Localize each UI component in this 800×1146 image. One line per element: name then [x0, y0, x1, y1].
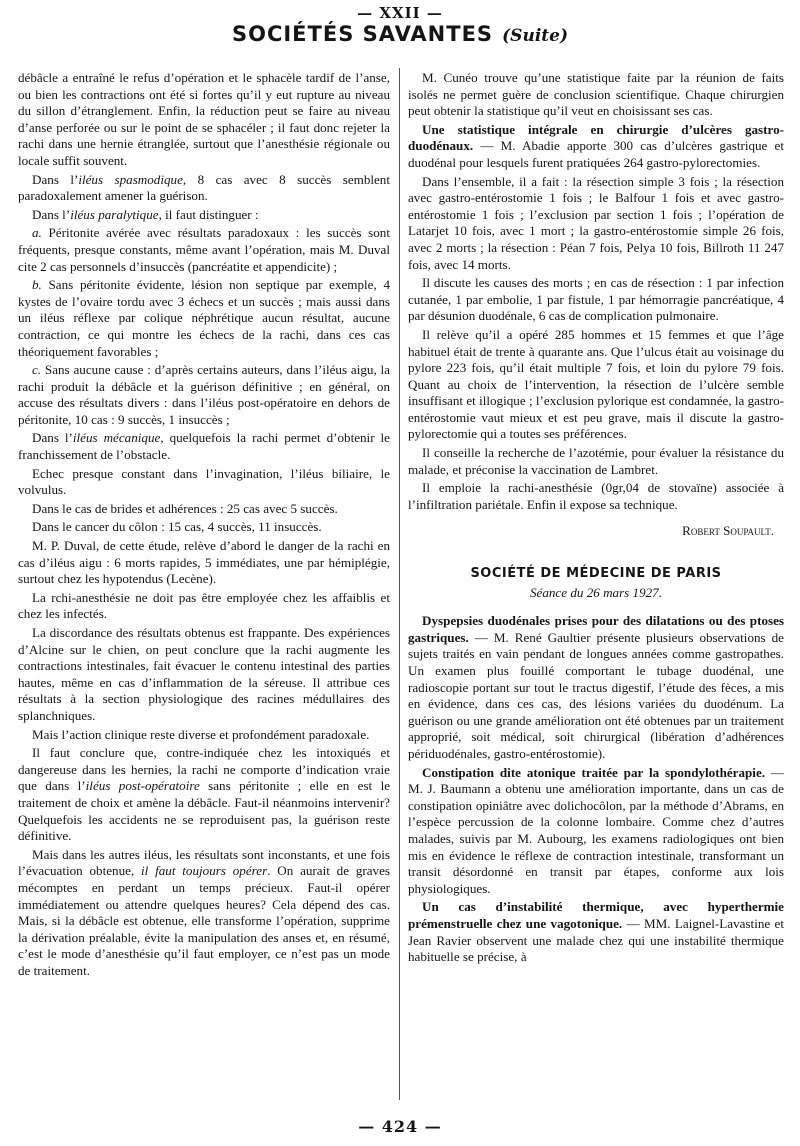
- paragraph: Il emploie la rachi-anesthésie (0gr,04 de stovaïne) associée à l’infiltration pariétale. Enfin il expose sa technique.: [408, 480, 784, 512]
- article-title: Constipation dite atonique traitée par la spondylothérapie.: [422, 764, 766, 780]
- running-header: [0, 22, 800, 46]
- right-column: [408, 70, 784, 968]
- paragraph: Dans le cas de brides et adhérences : 25 cas avec 5 succès.: [32, 500, 338, 516]
- section-heading: SOCIÉTÉ DE MÉDECINE DE PARIS: [470, 566, 722, 582]
- article-title: Dyspepsies duodénales prises pour des dilatations ou des ptoses gastriques.: [408, 613, 784, 645]
- column-divider: [399, 68, 400, 1100]
- paragraph: Un cas d’instabilité thermique, avec hyperthermie prémenstruelle chez une vagotonique. — MM. Laignel-Lavastine et Jean Ravier observent une malade chez qui une instabilité thermique habituelle se précise, à: [408, 899, 784, 965]
- paragraph: b. Sans péritonite évidente, lésion non septique par exemple, 4 kystes de l’ovaire tordu avec 3 échecs et un succès ; mais aussi dans un iléus réflexe par colique néphrétique aucun résultat, aucune contraction, ce qui montre les échecs de la rachi, dans ces cas théoriquement favorables ;: [18, 277, 390, 359]
- paragraph: Il discute les causes des morts ; en cas de résection : 1 par infection cutanée, 1 par embolie, 1 par fistule, 1 par hémorragie pancréatique, 4 par désunion duodénale, 6 cas de complication pulmonaire.: [408, 275, 784, 324]
- paragraph: Mais dans les autres iléus, les résultats sont inconstants, et une fois l’évacuation obtenue, il faut toujours opérer. On aurait de graves mécomptes en perdant un temps précieux. Faut-il opérer immédiatement ou attendre quelques heures? Cela dépend des cas. Mais, si la débâcle est obtenue, elle transforme l’opération, supprime la dérivation préalable, évite la manipulation des anses et, en résumé, c’est le mode d’anesthésie qu’il faut employer, ce n’est pas un mode de traitement.: [18, 846, 391, 978]
- paragraph: Dans le cancer du côlon : 15 cas, 4 succès, 11 insuccès.: [32, 519, 322, 535]
- paragraph: a. Péritonite avérée avec résultats paradoxaux : les succès sont fréquents, presque constants, même avant l’opération, mais M. Duval cite 2 cas personnels d’insuccès (pancréatite et appendicite) ;: [18, 225, 390, 274]
- roman-folio: — XXII —: [357, 4, 443, 22]
- paragraph: Il conseille la recherche de l’azotémie, pour évaluer la résistance du malade, et préconise la vaccination de Lambret.: [408, 445, 784, 477]
- paragraph: Dans l’iléus spasmodique, 8 cas avec 8 succès semblent paradoxalement amener la guérison.: [18, 171, 390, 204]
- paragraph: c. Sans aucune cause : d’après certains auteurs, dans l’iléus aigu, la rachi produit la débâcle et la guérison définitive ; en général, on accuse des résultats divers : dans l’iléus post-opératoire en dehors de péritonite, 10 cas : 9 succès, 1 insuccès ;: [18, 362, 390, 427]
- paragraph: La discordance des résultats obtenus est frappante. Des expériences d’Alcine sur le chien, on peut conclure que la rachi augmente les contractions intestinales, fait évacuer le contenu intestinal des parties hautes, même en cas d’inflammation de la séreuse. Il attribue ces résultats à la section physiologique des racines médullaires des splanchniques.: [18, 625, 390, 723]
- header-title: SOCIÉTÉS SAVANTES: [231, 22, 494, 46]
- article-title: Une statistique intégrale en chirurgie d’ulcères gastro-duodénaux.: [408, 121, 784, 154]
- paragraph: La rchi-anesthésie ne doit pas être employée chez les affaiblis et chez les infectés.: [18, 589, 390, 622]
- page-number: — 424 —: [358, 1117, 442, 1136]
- paragraph: Echec presque constant dans l’invagination, l’iléus biliaire, le volvulus.: [18, 465, 390, 498]
- paragraph: Dans l’iléus paralytique, il faut distinguer :: [32, 206, 259, 222]
- paragraph: Constipation dite atonique traitée par la spondylothérapie. — M. J. Baumann a obtenu une amélioration importante, dans un cas de constipation opiniâtre avec dolichocôlon, par la méthode d’Abrams, en l’espèce percussion de la colonne lombaire. Comme chez d’autres malades, suivis par M. Aubourg, les examens radiologiques ont bien mis en évidence le réflexe de contraction intestinale, transformant un transit désordonné en transit par étapes, conforme aux lois physiologiques.: [408, 764, 785, 896]
- article-title: Un cas d’instabilité thermique, avec hyperthermie prémenstruelle chez une vagotonique.: [408, 899, 784, 931]
- session-date: Séance du 26 mars 1927.: [529, 584, 662, 600]
- paragraph: débâcle a entraîné le refus d’opération et le sphacèle tardif de l’anse, ou bien les contractions ont été si fortes qu’il y eut rupture au niveau du sillon d’étranglement. Enfin, la réduction peut se faire au niveau d’anse perforée ou sur le point de se sphacéler ; il faut donc rejeter la rachi dans une hernie étranglée, surtout que l’anesthésie régionale ou locale suffit souvent.: [18, 70, 390, 168]
- paragraph: M. Cunéo trouve qu’une statistique faite par la réunion de faits isolés ne permet guère de conclusion scientifique. Chaque chirurgien peut obtenir la statistique qu’il veut en choisissant ses cas.: [408, 70, 784, 119]
- paragraph: Une statistique intégrale en chirurgie d’ulcères gastro-duodénaux. — M. Abadie apporte 300 cas d’ulcères gastrique et duodénal pour lesquels furent pratiquées 264 gastro-pylorectomies.: [408, 121, 784, 170]
- paragraph: M. P. Duval, de cette étude, relève d’abord le danger de la rachi en cas d’iléus aigu : 6 morts rapides, 5 immédiates, une par hémiplégie, surtout chez les hypotendus (Lecène).: [18, 538, 390, 587]
- paragraph: Dyspepsies duodénales prises pour des dilatations ou des ptoses gastriques. — M. René Gaultier présente plusieurs observations de sujets traités en vain pendant de longues années comme gastropathes. Un examen plus fouillé comportant le tubage duodénal, une radioscopie portant sur tout le tractus digestif, l’étude des fèces, a mis en évidence, dans ces cas, des lésions variées du duodénum. La guérison ou une grande amélioration ont été obtenues par un traitement approprié, soit médical, soit chirurgical (libération d’adhérences périduodénales, gastro-entérostomie).: [408, 613, 784, 761]
- left-column: [18, 70, 390, 981]
- paragraph: Il relève qu’il a opéré 285 hommes et 15 femmes et que l’âge habituel était de trente à quarante ans. Que l’ulcus était au voisinage du pylore 223 fois, qu’il était multiple 7 fois, et loin du pylore 79 fois. Quant au choix de l’intervention, la résection de l’ulcère semble insuffisant et illogique ; l’exclusion pylorique est condamnée, la gastro-entérostomie vaut mieux et est peu grave, mais il discute la gastro-pylorectomie qui a toutes ses préférences.: [408, 326, 784, 442]
- paragraph: Il faut conclure que, contre-indiquée chez les intoxiqués et dangereuse dans les hernies, la rachi ne comporte d’indication vraie que dans l’iléus post-opératoire sans péritonite ; elle en est le traitement de choix et amène la débâcle. Faut-il néanmoins intervenir? Quelquefois les accidents ne se reproduisent pas, la guérison reste définitive.: [18, 745, 391, 844]
- author-signature: Robert Soupault.: [682, 523, 774, 539]
- paragraph: Dans l’iléus mécanique, quelquefois la rachi permet d’obtenir le franchissement de l’obstacle.: [18, 430, 390, 463]
- header-suite: (Suite): [502, 26, 568, 46]
- paragraph: Dans l’ensemble, il a fait : la résection simple 3 fois ; la résection avec gastro-entérostomie 1 fois ; le Balfour 1 fois et avec gastro-entérostomie 1 fois ; l’exclusion par section 1 fois ; l’opération de Latarjet 10 fois, avec 1 mort ; la gastro-entérostomie simple 26 fois, avec 2 morts ; la résection : Péan 7 fois, Pelya 10 fois, Billroth 11 247 fois, avec 14 morts.: [408, 173, 784, 272]
- paragraph: Mais l’action clinique reste diverse et profondément paradoxale.: [32, 726, 370, 742]
